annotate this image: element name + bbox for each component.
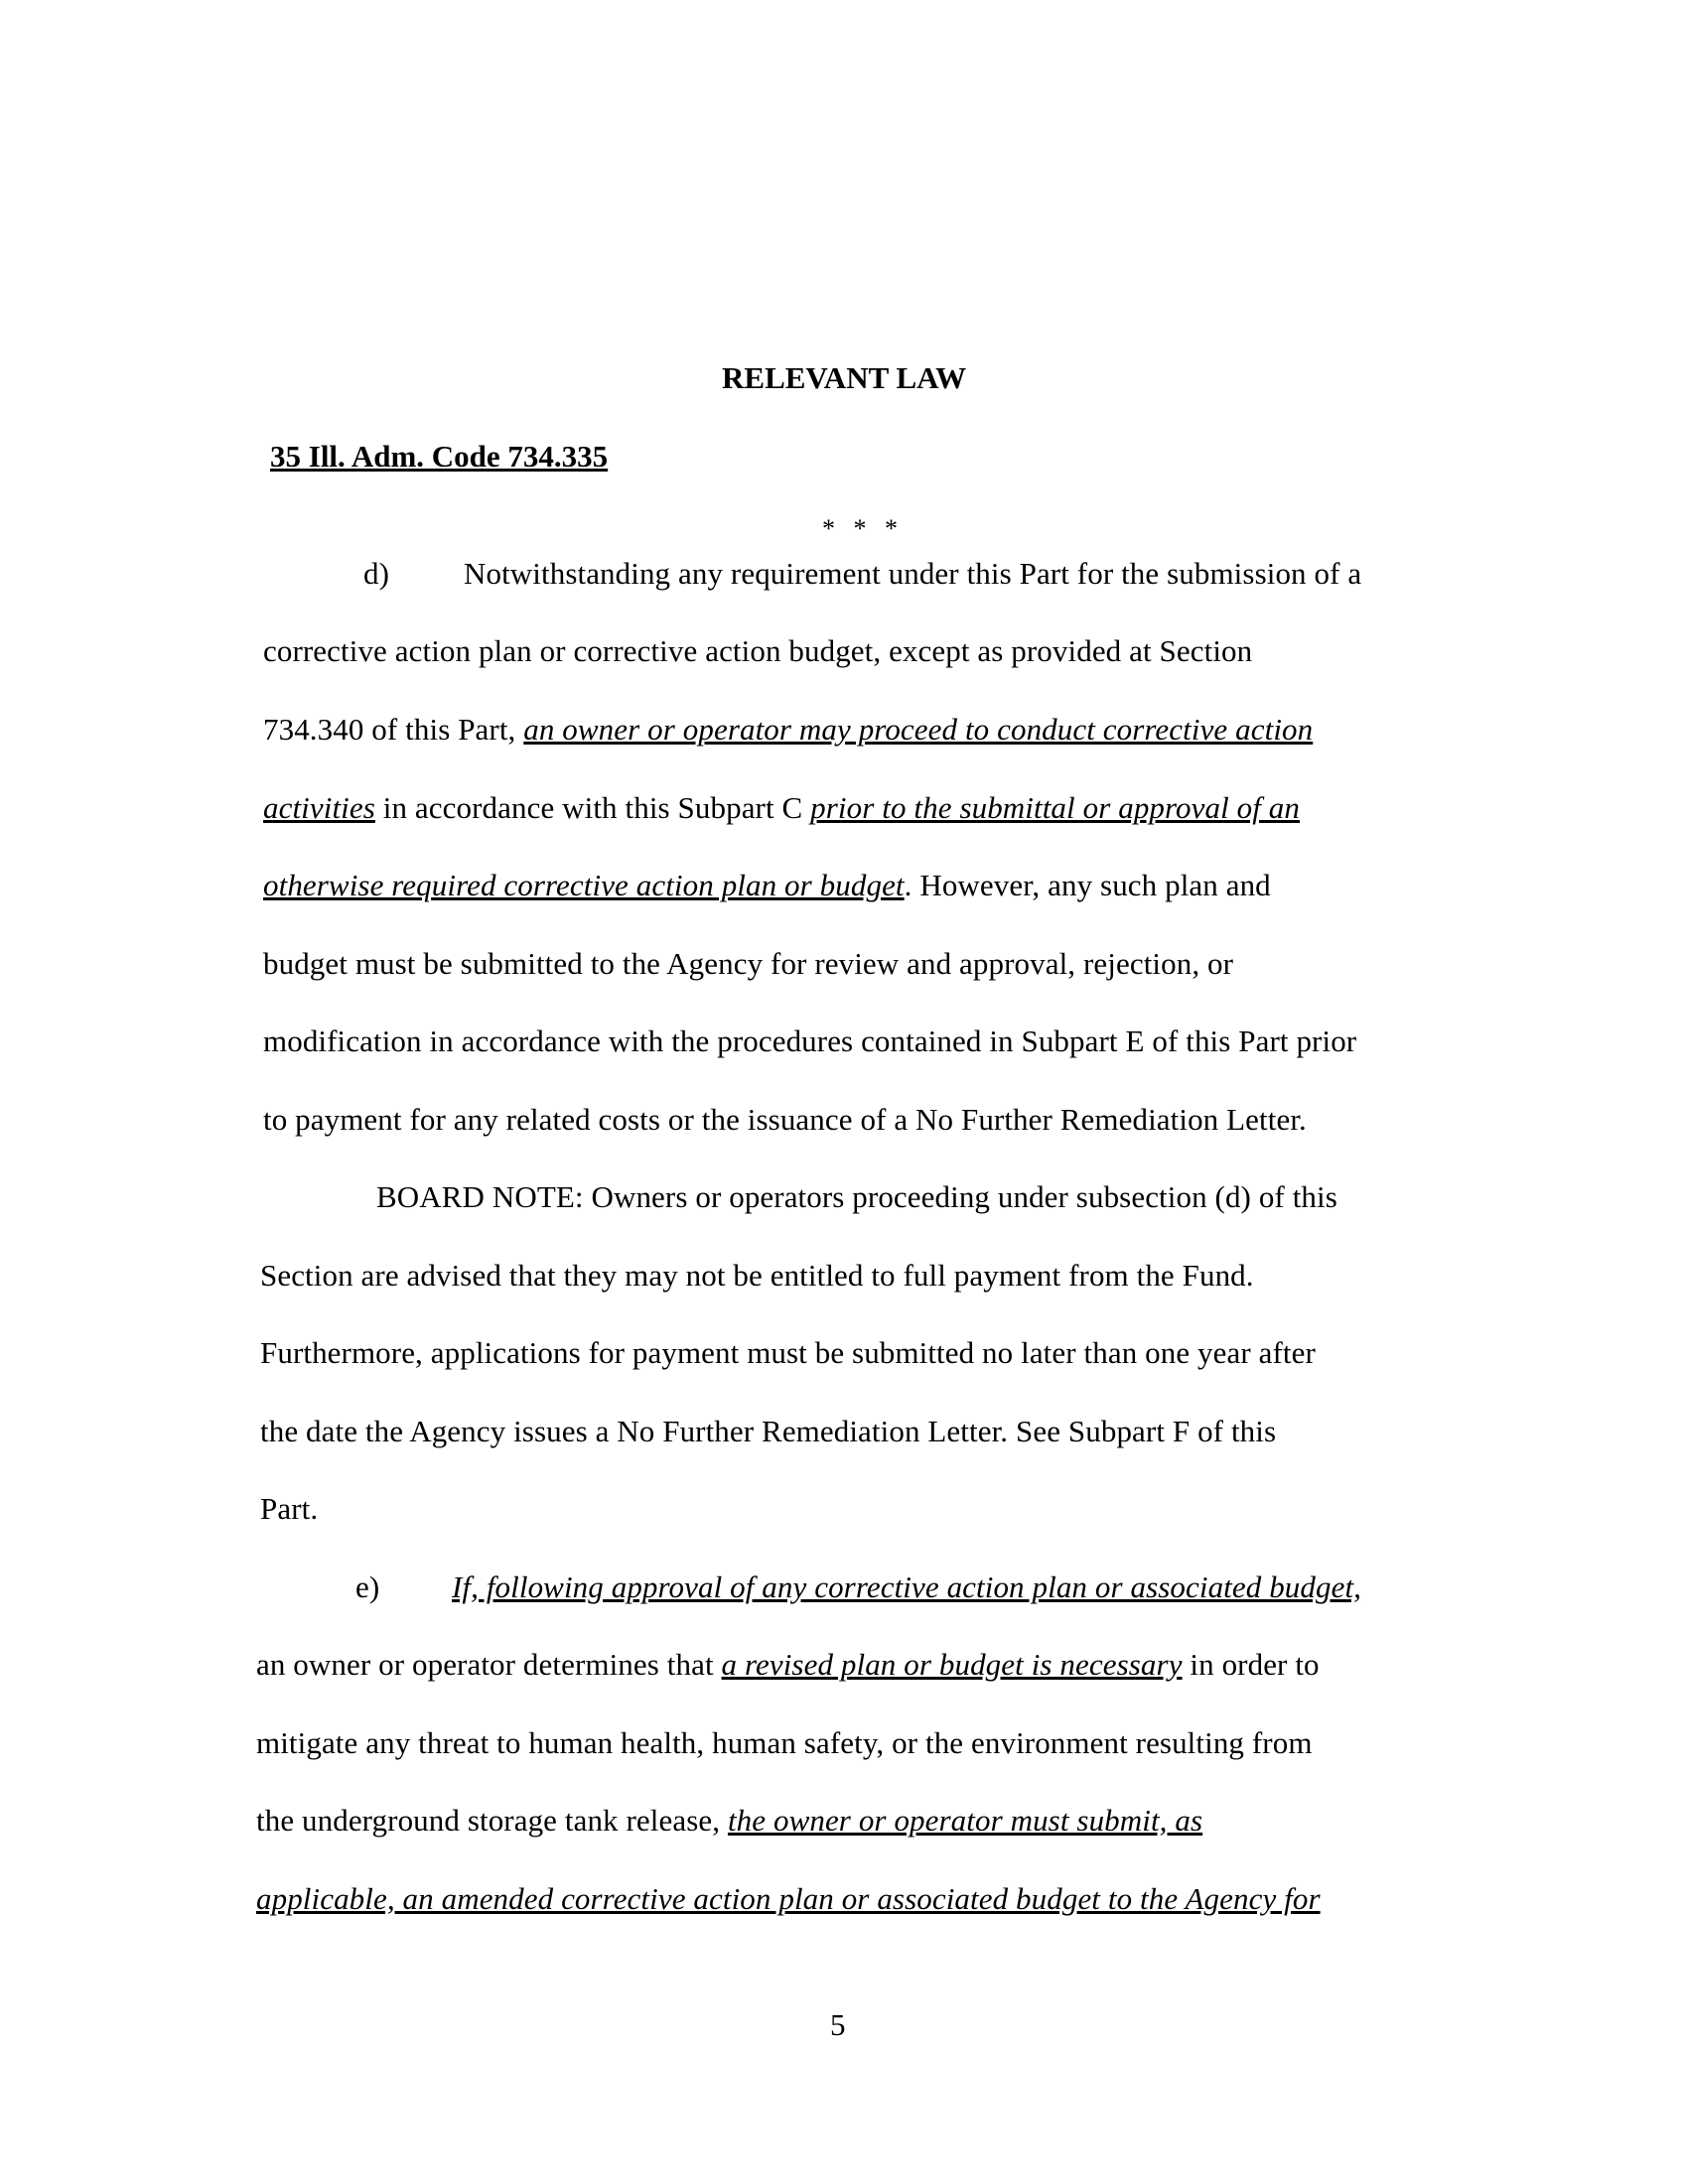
- subsection-d-line-6: budget must be submitted to the Agency for review and approval, rejection, or: [263, 946, 1234, 981]
- subsection-e-label: e): [355, 1570, 380, 1604]
- subsection-d-line-2: corrective action plan or corrective action budget, except as provided at Section: [263, 633, 1253, 668]
- page-heading: RELEVANT LAW: [722, 360, 967, 395]
- subsection-d-line-3: 734.340 of this Part, an owner or operator may proceed to conduct corrective action: [263, 712, 1314, 747]
- subsection-e-line-3: mitigate any threat to human health, human safety, or the environment resulting from: [256, 1725, 1313, 1760]
- board-note-line-4: the date the Agency issues a No Further Remediation Letter. See Subpart F of this: [260, 1414, 1277, 1448]
- subsection-e-line-5: applicable, an amended corrective action plan or associated budget to the Agency for: [256, 1881, 1321, 1916]
- subsection-e-line-1: If, following approval of any corrective action plan or associated budget,: [452, 1570, 1362, 1604]
- subsection-d-line-1: Notwithstanding any requirement under this Part for the submission of a: [464, 556, 1362, 591]
- board-note-line-5: Part.: [260, 1491, 319, 1526]
- subsection-d-line-4: activities in accordance with this Subpart C prior to the submittal or approval of an: [263, 790, 1301, 825]
- subsection-e-line-2: an owner or operator determines that a revised plan or budget is necessary in order to: [256, 1647, 1320, 1682]
- page-number: 5: [830, 2007, 846, 2042]
- subsection-e-line-4: the underground storage tank release, the owner or operator must submit, as: [256, 1803, 1203, 1838]
- subsection-d-label: d): [363, 556, 390, 591]
- ellipsis-stars: * * *: [822, 514, 904, 543]
- board-note-line-2: Section are advised that they may not be entitled to full payment from the Fund.: [260, 1258, 1254, 1293]
- board-note-line-3: Furthermore, applications for payment must be submitted no later than one year after: [260, 1335, 1316, 1370]
- section-citation: 35 Ill. Adm. Code 734.335: [270, 439, 609, 474]
- board-note-line-1: BOARD NOTE: Owners or operators proceeding under subsection (d) of this: [376, 1179, 1337, 1214]
- subsection-d-line-5: otherwise required corrective action plan or budget. However, any such plan and: [263, 868, 1271, 902]
- subsection-d-line-8: to payment for any related costs or the issuance of a No Further Remediation Letter.: [263, 1102, 1307, 1137]
- subsection-d-line-7: modification in accordance with the procedures contained in Subpart E of this Part prior: [263, 1024, 1357, 1058]
